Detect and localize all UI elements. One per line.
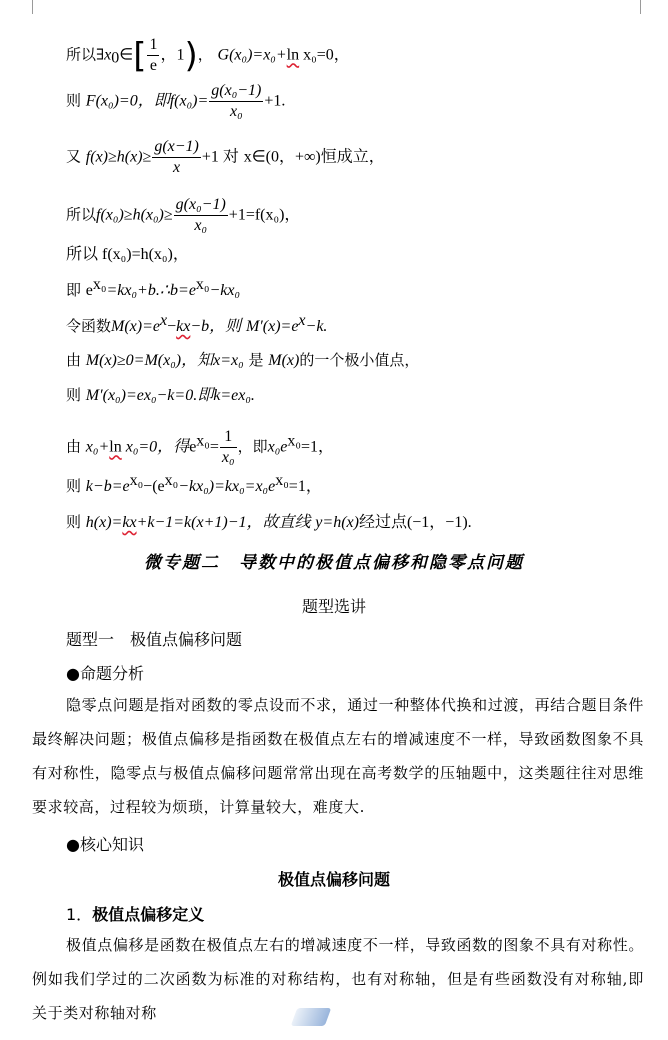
text: k−b=e: [85, 478, 130, 495]
text: 是: [248, 351, 264, 369]
math-line-7: [66, 312, 328, 337]
text: 即: [66, 281, 82, 299]
paragraph-analysis: [32, 688, 644, 824]
heading-text: 极值点偏移定义: [92, 905, 205, 924]
math-line-11: [66, 472, 322, 497]
text: =: [209, 438, 219, 456]
text: e: [85, 282, 93, 299]
text: −(e: [143, 478, 165, 495]
math-line-2: [66, 82, 285, 121]
numerator: 1: [149, 36, 158, 53]
page-corner-mark-left: [32, 0, 33, 14]
text: 则: [66, 513, 82, 531]
text: ∈: [119, 46, 134, 64]
superscript: x₀: [92, 276, 107, 293]
text: M′(x)=e: [245, 318, 299, 335]
text: 由: [66, 351, 82, 369]
numerator: 1: [224, 428, 233, 445]
text: y=h(x): [315, 514, 359, 531]
text: e: [189, 438, 197, 456]
text: M(x): [268, 352, 300, 369]
bullet-core-knowledge: ●核心知识: [66, 835, 144, 854]
superscript: x₀: [195, 276, 210, 293]
text: +1 对: [201, 148, 239, 166]
math-line-5: 所以 f(x₀)=h(x₀)，: [66, 246, 189, 263]
paragraph-text: 隐零点问题是指对函数的零点设而不求，通过一种整体代换和过渡，再结合题目条件最终解决问题；极值点偏移是指函数在极值点左右的增减速度不一样，导致函数图象不具有对称性，隐零点与极值点偏移问题常常出现在高考数学的压轴题中，这类题往往对思维要求较高，过程较为烦琐，计算量较大，难度大.: [32, 696, 644, 816]
text: x₀=0，得: [121, 438, 190, 456]
text: h(x)=: [85, 514, 123, 531]
text: −b，则: [190, 318, 242, 335]
denominator: e: [147, 55, 159, 75]
type-heading: 题型一 极值点偏移问题: [66, 630, 243, 649]
superscript: x: [298, 312, 306, 329]
heading-number: 1．: [66, 905, 93, 924]
superscript: x₀: [275, 472, 289, 489]
numerator: g(x₀−1): [175, 196, 226, 213]
text: 经过点(−1，−1).: [358, 514, 472, 531]
text: +1.: [264, 92, 286, 110]
text: x₀+: [85, 438, 110, 456]
left-bracket-icon: [: [133, 35, 147, 76]
denominator: x₀: [221, 449, 235, 466]
text: f(x)≥h(x)≥: [85, 148, 152, 166]
fraction: [174, 196, 228, 235]
superscript: x₀: [196, 432, 210, 450]
text: M(x)≥0=M(x₀)，知: [85, 352, 214, 369]
text: ，1: [160, 46, 185, 64]
text: M(x)=e: [111, 318, 160, 335]
text: x∈(0，+∞)恒成立，: [243, 148, 385, 166]
superscript: x₀: [287, 432, 301, 450]
numerator: g(x₀−1): [211, 82, 262, 99]
superscript: x₀: [129, 472, 144, 489]
math-line-1: 所以$\exists x_0\in$[ $\frac{1}{e}$ ，1)， G(x₀)=x₀+ln x₀=0，: [66, 35, 350, 76]
kx-spellcheck: kx: [122, 514, 137, 531]
section-title: 微专题二 导数中的极值点偏移和隐零点问题: [144, 553, 524, 573]
fraction: [220, 428, 237, 467]
paragraph-text: 极值点偏移是函数在极值点左右的增减速度不一样，导致函数的图象不具有对称性。例如我们学过的二次函数为标准的对称结构，也有对称轴，但是有些函数没有对称轴,即关于类对称轴对称: [32, 936, 644, 1022]
center-heading: 极值点偏移问题: [277, 870, 390, 889]
numbered-heading: [66, 902, 204, 925]
text: =1，: [288, 478, 322, 495]
page-corner-mark-right: [640, 0, 641, 14]
right-bracket-icon: ): [184, 35, 198, 76]
math-line-3: [66, 138, 385, 177]
text: F(x₀)=0，即: [85, 92, 170, 110]
text: −kx₀: [209, 282, 241, 299]
text: 令函数: [66, 317, 112, 335]
text: x₀e: [267, 438, 288, 456]
text: =1，: [300, 438, 334, 456]
text: −k.: [305, 318, 328, 335]
text: 所以∃: [66, 45, 105, 64]
subtitle: 题型选讲: [301, 597, 366, 616]
denominator: x₀: [209, 101, 263, 121]
text: ，即: [237, 437, 268, 456]
text: G(x₀)=x₀+: [217, 46, 287, 64]
text: 的一个极小值点，: [299, 351, 420, 369]
fraction: [147, 36, 159, 75]
math-line-6: [66, 276, 241, 301]
denominator: x: [152, 157, 201, 177]
text: f(x₀)=: [169, 92, 209, 110]
cursor-highlight: [291, 1008, 332, 1026]
text: −: [167, 318, 177, 335]
text: −kx₀)=kx₀=x₀e: [178, 478, 276, 495]
numerator: g(x−1): [154, 138, 199, 155]
text: =kx₀+b.∴b=e: [106, 282, 196, 299]
text: 又: [66, 147, 82, 166]
ln-spellcheck: ln: [286, 46, 300, 64]
text: k=ex₀.: [213, 387, 255, 404]
text: M′(x₀)=ex₀−k=0.即: [85, 387, 214, 404]
text: x=x₀: [213, 352, 244, 369]
bullet-analysis: ●命题分析: [66, 664, 144, 683]
math-line-9: [66, 385, 255, 406]
text: 则: [66, 91, 82, 110]
text: +1=f(x₀)，: [228, 206, 301, 224]
math-line-12: [66, 512, 472, 533]
text: x₀=0，: [299, 46, 350, 64]
paragraph-definition: [32, 928, 644, 1030]
text: 由: [66, 437, 82, 456]
superscript: x: [160, 312, 168, 329]
text: +k−1=k(x+1)−1，故直线: [136, 514, 311, 531]
text: f(x₀)≥h(x₀)≥: [96, 206, 173, 224]
kx-spellcheck: kx: [176, 318, 191, 335]
denominator: x₀: [174, 215, 228, 235]
text: 则: [66, 477, 82, 495]
text: ，: [197, 45, 213, 64]
math-line-8: [66, 350, 419, 371]
math-line-10: [66, 428, 334, 467]
ln-spellcheck: ln: [109, 438, 122, 456]
fraction: [152, 138, 201, 177]
text: 所以: [66, 205, 97, 224]
text: 则: [66, 386, 82, 404]
superscript: x₀: [164, 472, 179, 489]
fraction: [209, 82, 263, 121]
math-line-4: [66, 196, 300, 235]
